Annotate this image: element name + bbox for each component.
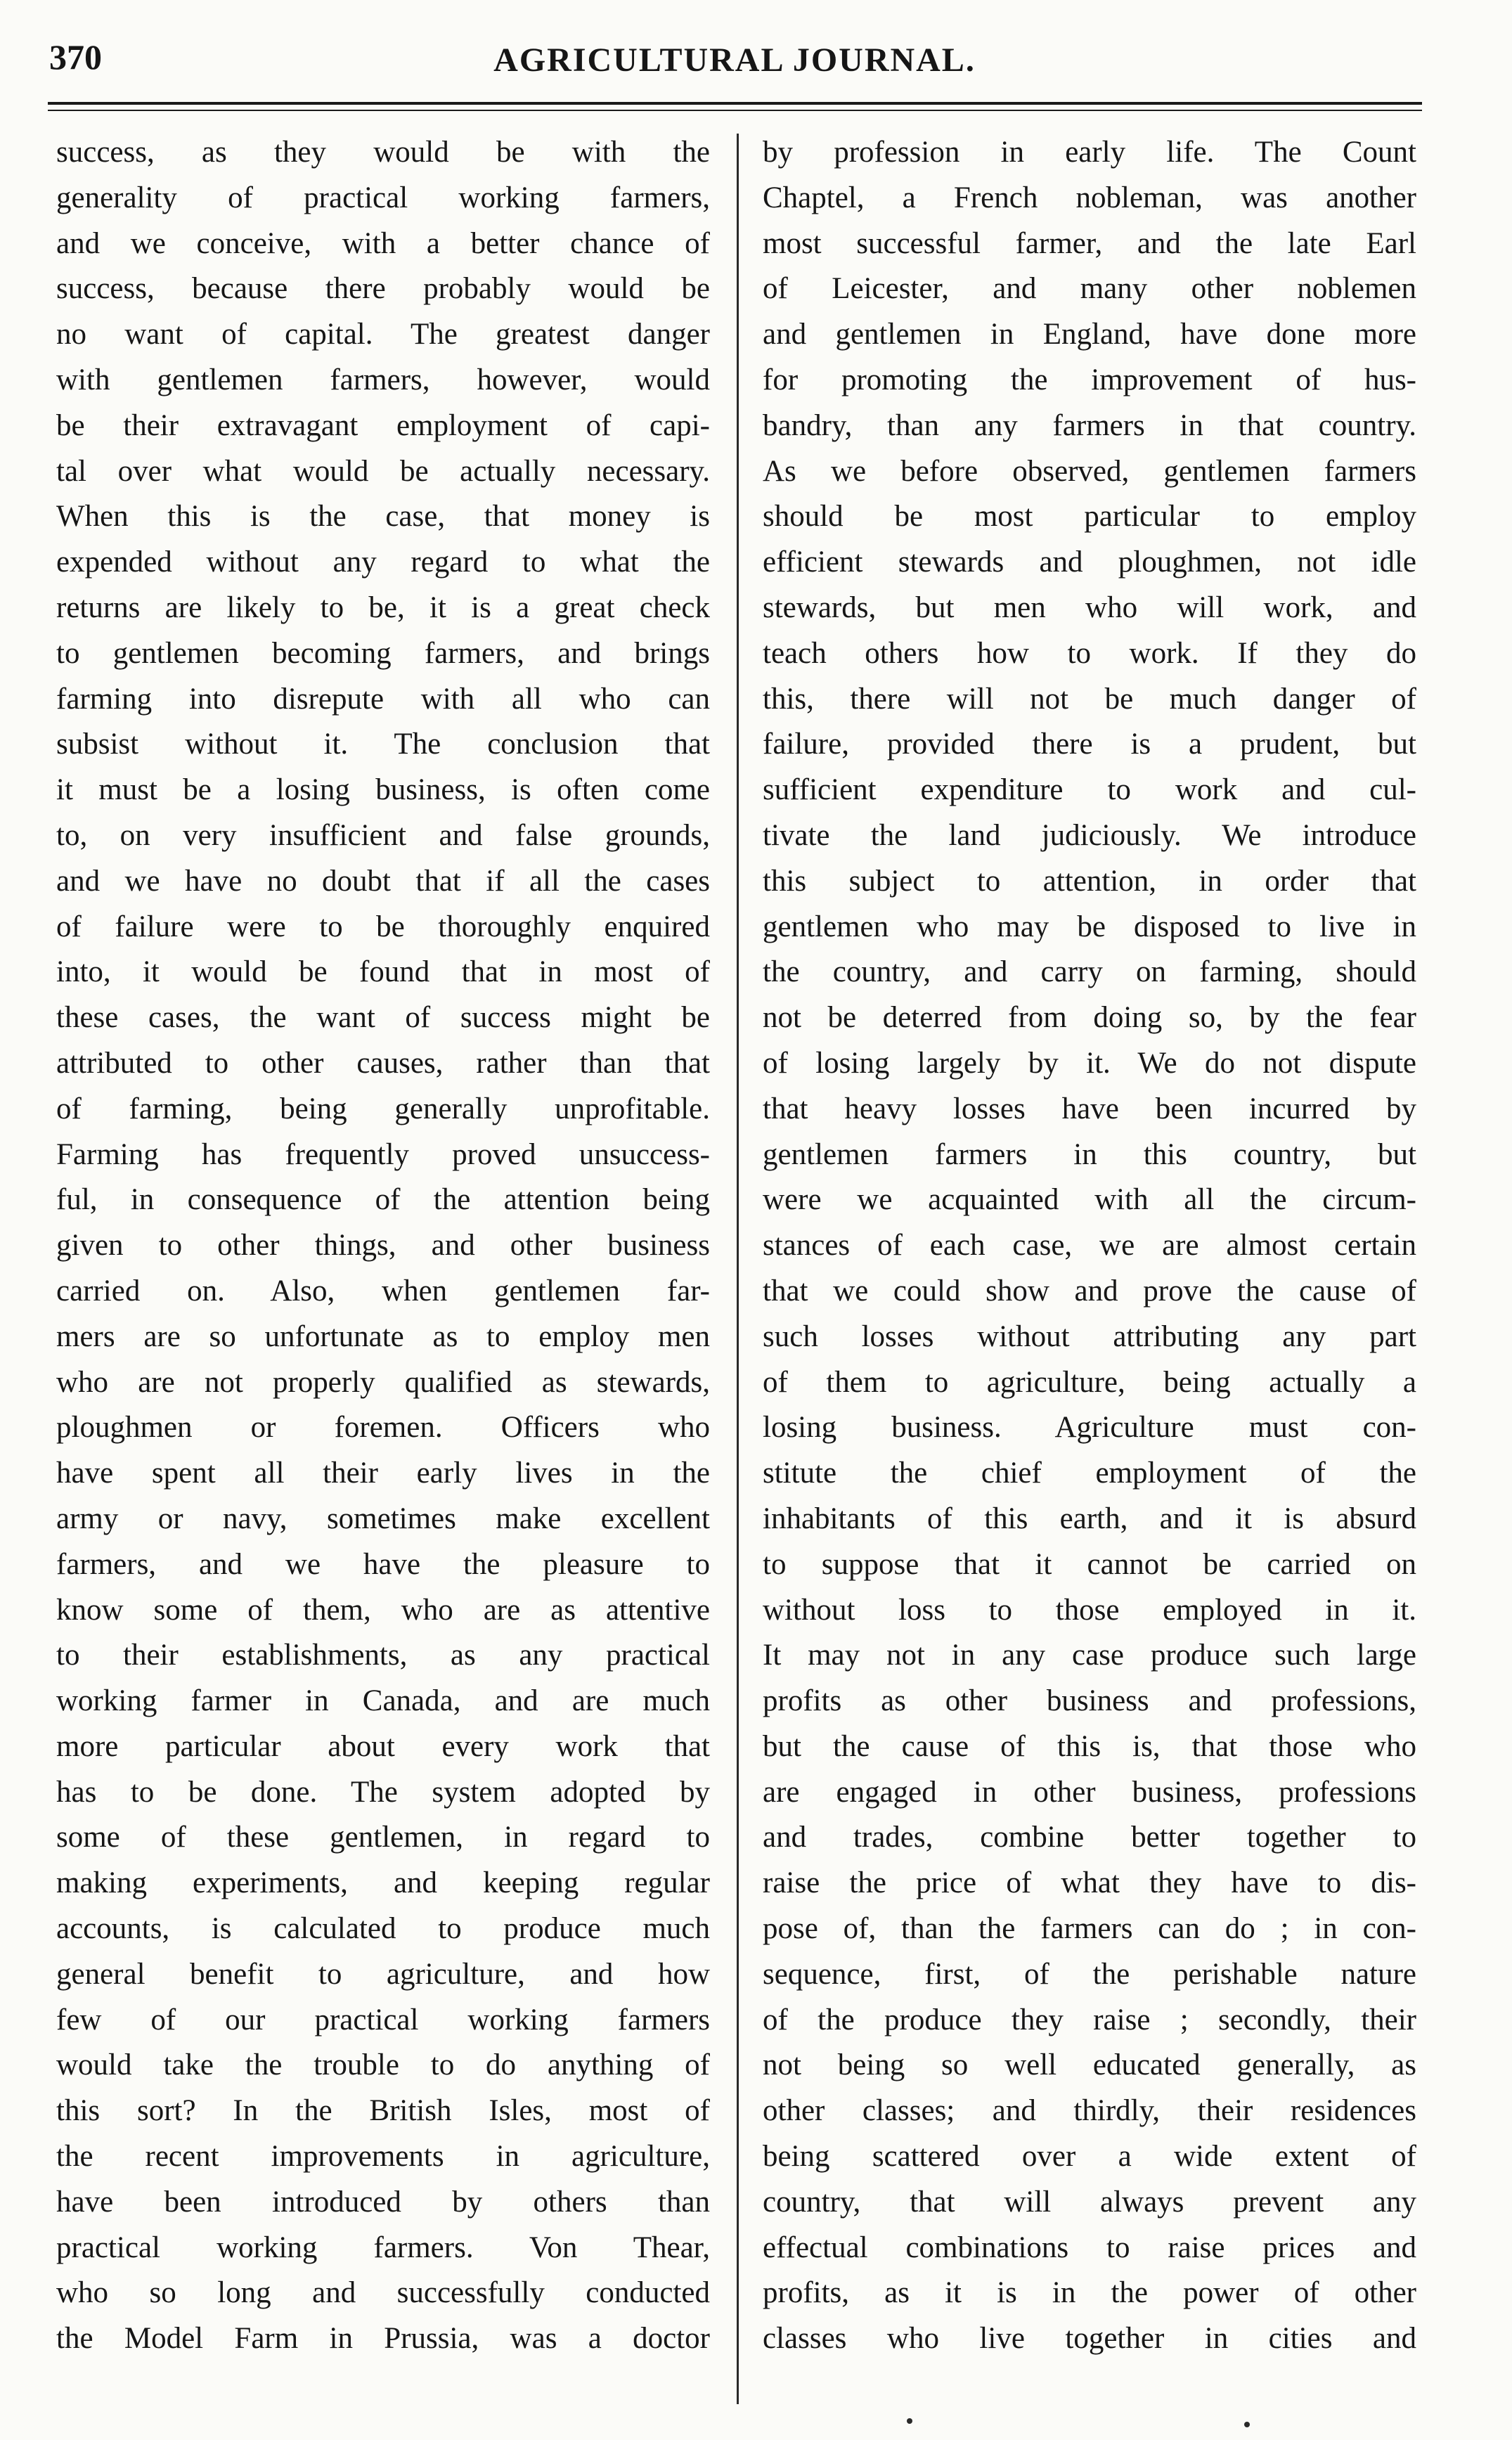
text-line: more particular about every work that bbox=[56, 1729, 710, 1763]
text-line: into, it would be found that in most of bbox=[56, 955, 710, 989]
text-line: pose of, than the farmers can do ; in con- bbox=[763, 1912, 1416, 1946]
text-line: have been introduced by others than bbox=[56, 2185, 710, 2219]
text-line: would take the trouble to do anything of bbox=[56, 2048, 710, 2082]
text-line: farming into disrepute with all who can bbox=[56, 682, 710, 716]
text-line: losing business. Agriculture must con- bbox=[763, 1411, 1416, 1445]
text-line: to their establishments, as any practical bbox=[56, 1639, 710, 1672]
text-line: for promoting the improvement of hus- bbox=[763, 363, 1416, 396]
column-divider bbox=[737, 134, 739, 2404]
running-head: AGRICULTURAL JOURNAL. bbox=[493, 41, 976, 79]
text-line: raise the price of what they have to dis- bbox=[763, 1866, 1416, 1900]
text-line: carried on. Also, when gentlemen far- bbox=[56, 1274, 710, 1308]
text-line: efficient stewards and ploughmen, not idle bbox=[763, 546, 1416, 579]
text-line: of Leicester, and many other noblemen bbox=[763, 272, 1416, 306]
text-line: of them to agriculture, being actually a bbox=[763, 1365, 1416, 1399]
text-line: army or navy, sometimes make excellent bbox=[56, 1502, 710, 1535]
text-line: no want of capital. The greatest danger bbox=[56, 318, 710, 351]
text-line: accounts, is calculated to produce much bbox=[56, 1912, 710, 1946]
text-line: such losses without attributing any part bbox=[763, 1319, 1416, 1353]
text-line: that we could show and prove the cause of bbox=[763, 1274, 1416, 1308]
text-line: success, because there probably would be bbox=[56, 272, 710, 306]
text-line: few of our practical working farmers bbox=[56, 2003, 710, 2036]
text-line: and gentlemen in England, have done more bbox=[763, 318, 1416, 351]
text-line: country, that will always prevent any bbox=[763, 2185, 1416, 2219]
text-line: ploughmen or foremen. Officers who bbox=[56, 1411, 710, 1445]
left-column bbox=[56, 130, 710, 2362]
header-rule-thin bbox=[48, 110, 1422, 111]
text-line: by profession in early life. The Count bbox=[763, 136, 1416, 169]
text-line: without loss to those employed in it. bbox=[763, 1593, 1416, 1627]
text-line: gentlemen who may be disposed to live in bbox=[763, 910, 1416, 943]
text-line: ful, in consequence of the attention being bbox=[56, 1183, 710, 1217]
text-line: to suppose that it cannot be carried on bbox=[763, 1547, 1416, 1581]
text-line: As we before observed, gentlemen farmers bbox=[763, 454, 1416, 488]
text-line: stitute the chief employment of the bbox=[763, 1457, 1416, 1490]
text-line: effectual combinations to raise prices and bbox=[763, 2231, 1416, 2264]
text-line: stewards, but men who will work, and bbox=[763, 590, 1416, 624]
text-line: teach others how to work. If they do bbox=[763, 636, 1416, 670]
text-line: not being so well educated generally, as bbox=[763, 2048, 1416, 2082]
text-line: tal over what would be actually necessary. bbox=[56, 454, 710, 488]
text-line: this subject to attention, in order that bbox=[763, 864, 1416, 898]
text-line: generality of practical working farmers, bbox=[56, 181, 710, 214]
text-line: of the produce they raise ; secondly, their bbox=[763, 2003, 1416, 2036]
text-line: stances of each case, we are almost certain bbox=[763, 1229, 1416, 1263]
text-line: were we acquainted with all the circum- bbox=[763, 1183, 1416, 1217]
text-line: success, as they would be with the bbox=[56, 136, 710, 169]
text-line: Farming has frequently proved unsuccess- bbox=[56, 1137, 710, 1171]
text-line: When this is the case, that money is bbox=[56, 500, 710, 534]
text-line: to gentlemen becoming farmers, and brings bbox=[56, 636, 710, 670]
text-line: have spent all their early lives in the bbox=[56, 1457, 710, 1490]
text-line: other classes; and thirdly, their residences bbox=[763, 2094, 1416, 2128]
text-line: the Model Farm in Prussia, was a doctor bbox=[56, 2322, 710, 2356]
text-line: the country, and carry on farming, should bbox=[763, 955, 1416, 989]
text-line: with gentlemen farmers, however, would bbox=[56, 363, 710, 396]
text-line: profits, as it is in the power of other bbox=[763, 2276, 1416, 2310]
text-line: that heavy losses have been incurred by bbox=[763, 1092, 1416, 1125]
text-line: this, there will not be much danger of bbox=[763, 682, 1416, 716]
text-line: these cases, the want of success might be bbox=[56, 1001, 710, 1035]
text-line: sequence, first, of the perishable nature bbox=[763, 1957, 1416, 1991]
text-line: are engaged in other business, professions bbox=[763, 1775, 1416, 1809]
text-line: gentlemen farmers in this country, but bbox=[763, 1137, 1416, 1171]
text-line: Chaptel, a French nobleman, was another bbox=[763, 181, 1416, 214]
text-line: being scattered over a wide extent of bbox=[763, 2140, 1416, 2174]
ink-speck bbox=[907, 2418, 912, 2424]
text-line: attributed to other causes, rather than that bbox=[56, 1046, 710, 1080]
text-line: who are not properly qualified as stewards, bbox=[56, 1365, 710, 1399]
page-number: 370 bbox=[49, 37, 102, 77]
text-line: of farming, being generally unprofitable. bbox=[56, 1092, 710, 1125]
text-line: subsist without it. The conclusion that bbox=[56, 728, 710, 761]
text-line: making experiments, and keeping regular bbox=[56, 1866, 710, 1900]
text-line: profits as other business and professions, bbox=[763, 1684, 1416, 1718]
text-line: working farmer in Canada, and are much bbox=[56, 1684, 710, 1718]
text-line: and we conceive, with a better chance of bbox=[56, 226, 710, 260]
text-line: has to be done. The system adopted by bbox=[56, 1775, 710, 1809]
text-line: inhabitants of this earth, and it is absurd bbox=[763, 1502, 1416, 1535]
text-line: this sort? In the British Isles, most of bbox=[56, 2094, 710, 2128]
text-line: and trades, combine better together to bbox=[763, 1821, 1416, 1854]
text-line: not be deterred from doing so, by the fear bbox=[763, 1001, 1416, 1035]
text-line: but the cause of this is, that those who bbox=[763, 1729, 1416, 1763]
text-line: should be most particular to employ bbox=[763, 500, 1416, 534]
text-line: and we have no doubt that if all the cases bbox=[56, 864, 710, 898]
text-line: farmers, and we have the pleasure to bbox=[56, 1547, 710, 1581]
header-rule-thick bbox=[48, 102, 1422, 105]
page-header bbox=[49, 37, 1420, 86]
text-line: the recent improvements in agriculture, bbox=[56, 2140, 710, 2174]
text-line: mers are so unfortunate as to employ men bbox=[56, 1319, 710, 1353]
text-line: returns are likely to be, it is a great check bbox=[56, 590, 710, 624]
text-line: be their extravagant employment of capi- bbox=[56, 408, 710, 442]
text-line: practical working farmers. Von Thear, bbox=[56, 2231, 710, 2264]
text-line: know some of them, who are as attentive bbox=[56, 1593, 710, 1627]
text-line: to, on very insufficient and false grounds, bbox=[56, 818, 710, 852]
text-line: given to other things, and other business bbox=[56, 1229, 710, 1263]
text-line: it must be a losing business, is often come bbox=[56, 773, 710, 807]
text-line: of failure were to be thoroughly enquired bbox=[56, 910, 710, 943]
text-line: most successful farmer, and the late Earl bbox=[763, 226, 1416, 260]
text-line: It may not in any case produce such large bbox=[763, 1639, 1416, 1672]
text-line: failure, provided there is a prudent, but bbox=[763, 728, 1416, 761]
text-line: general benefit to agriculture, and how bbox=[56, 1957, 710, 1991]
text-line: classes who live together in cities and bbox=[763, 2322, 1416, 2356]
text-line: expended without any regard to what the bbox=[56, 546, 710, 579]
text-line: sufficient expenditure to work and cul- bbox=[763, 773, 1416, 807]
text-line: some of these gentlemen, in regard to bbox=[56, 1821, 710, 1854]
ink-speck bbox=[1244, 2422, 1250, 2427]
text-line: of losing largely by it. We do not dispute bbox=[763, 1046, 1416, 1080]
text-line: who so long and successfully conducted bbox=[56, 2276, 710, 2310]
text-line: tivate the land judiciously. We introduce bbox=[763, 818, 1416, 852]
text-line: bandry, than any farmers in that country. bbox=[763, 408, 1416, 442]
right-column bbox=[763, 130, 1416, 2362]
